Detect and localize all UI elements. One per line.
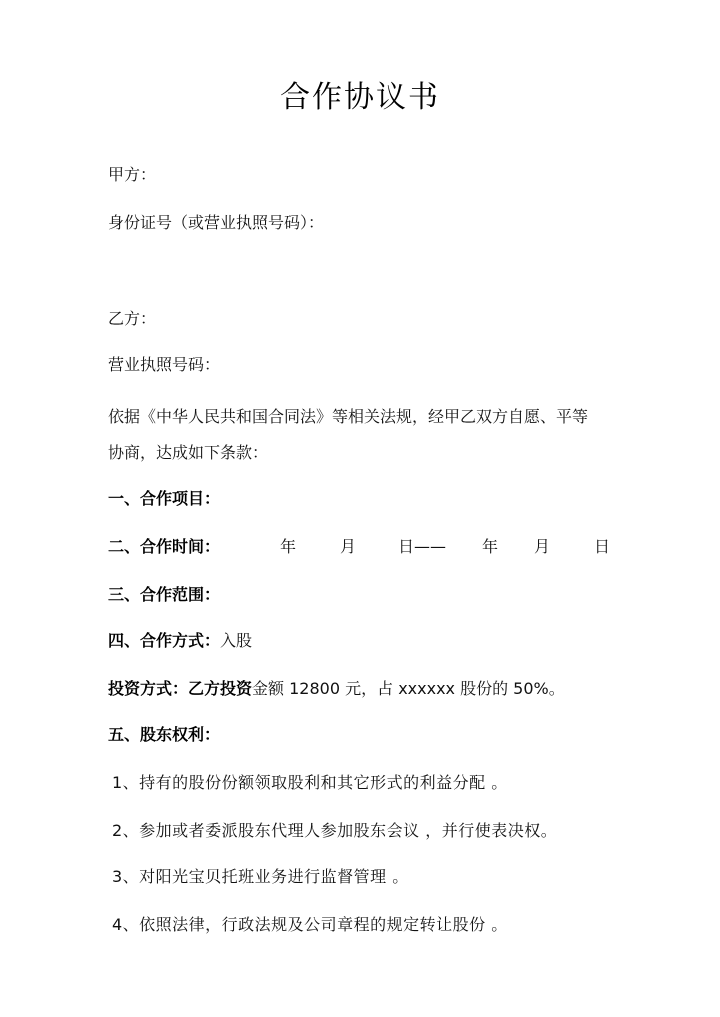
rights-item-2: 2、参加或者委派股东代理人参加股东会议 ，并行使表决权。 [112,821,558,840]
start-day-label: 日—— [398,537,447,556]
start-year-label: 年 [280,537,297,556]
end-day-label: 日 [594,537,611,556]
rights-item-1: 1、持有的股份份额领取股利和其它形式的利益分配 。 [112,773,508,792]
preamble-line-2: 协商，达成如下条款： [108,443,269,462]
rights-item-3: 3、对阳光宝贝托班业务进行监督管理 。 [112,867,409,886]
investment-bold-text: 乙方投资 [188,679,253,698]
start-month-label: 月 [340,537,357,556]
document-title: 合作协议书 [280,80,440,115]
section-2-heading: 二、合作时间： [108,537,221,556]
section-1-heading: 一、合作项目： [108,489,221,508]
preamble-line-1: 依据《中华人民共和国合同法》等相关法规，经甲乙双方自愿、平等 [108,407,589,426]
party-b-license-label: 营业执照号码： [108,355,221,374]
party-a-id-label: 身份证号（或营业执照号码）： [108,213,325,232]
section-4-row [108,628,252,651]
investment-label: 投资方式： [108,679,189,698]
section-2-row [108,534,611,557]
investment-row [108,676,565,699]
end-month-label: 月 [534,537,551,556]
party-b-label: 乙方： [108,309,157,328]
section-4-value: 入股 [220,631,253,650]
rights-item-4: 4、依照法律，行政法规及公司章程的规定转让股份 。 [112,915,508,934]
section-3-heading: 三、合作范围： [108,585,221,604]
end-year-label: 年 [482,537,499,556]
party-a-label: 甲方： [108,165,157,184]
section-5-heading: 五、股东权利： [108,725,221,744]
investment-text: 金额 12800 元，占 xxxxxx 股份的 50%。 [252,679,565,698]
section-4-heading: 四、合作方式： [108,631,221,650]
